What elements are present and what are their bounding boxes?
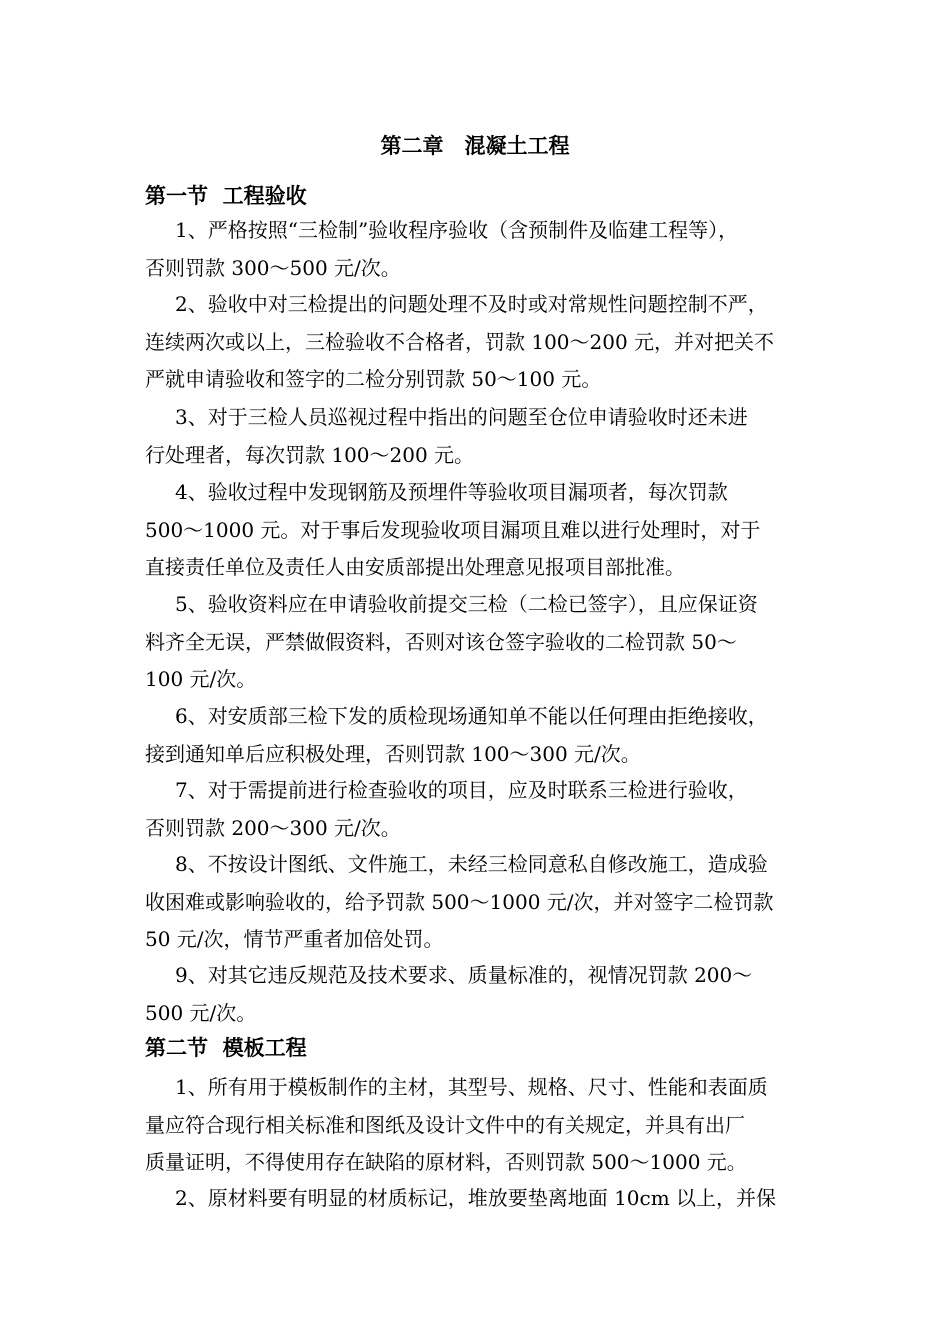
- paragraph-1-1: [145, 212, 815, 287]
- paragraph-line: 量应符合现行相关标准和图纸及设计文件中的有关规定，并具有出厂: [145, 1112, 745, 1137]
- paragraph-line: 2、原材料要有明显的材质标记，堆放要垫离地面 10cm 以上，并保: [175, 1186, 777, 1210]
- paragraph-line: 3、对于三检人员巡视过程中指出的问题至仓位申请验收时还未进: [175, 405, 748, 429]
- paragraph-1-2: [145, 286, 815, 399]
- paragraph-2-1: [145, 1069, 815, 1182]
- paragraph-line: 行处理者，每次罚款 100～200 元。: [145, 442, 475, 467]
- paragraph-line: 料齐全无误，严禁做假资料，否则对该仓签字验收的二检罚款 50～: [145, 629, 737, 654]
- paragraph-1-7: [145, 772, 815, 847]
- paragraph-1-9: [145, 957, 815, 1032]
- paragraph-line: 9、对其它违反规范及技术要求、质量标准的，视情况罚款 200～: [175, 963, 753, 987]
- paragraph-line: 连续两次或以上，三检验收不合格者，罚款 100～200 元，并对把关不: [145, 329, 775, 354]
- paragraph-line: 5、验收资料应在申请验收前提交三检（二检已签字），且应保证资: [175, 592, 758, 616]
- paragraph-line: 直接责任单位及责任人由安质部提出处理意见报项目部批准。: [145, 555, 685, 579]
- section-heading-1: 第一节 工程验收: [145, 183, 307, 208]
- paragraph-line: 4、验收过程中发现钢筋及预埋件等验收项目漏项者，每次罚款: [175, 480, 728, 504]
- paragraph-line: 50 元/次，情节严重者加倍处罚。: [145, 927, 444, 951]
- paragraph-line: 100 元/次。: [145, 667, 257, 691]
- paragraph-line: 接到通知单后应积极处理，否则罚款 100～300 元/次。: [145, 741, 641, 766]
- paragraph-line: 2、验收中对三检提出的问题处理不及时或对常规性问题控制不严，: [175, 292, 768, 316]
- section-heading-2: 第二节 模板工程: [145, 1035, 307, 1060]
- paragraph-1-8: [145, 846, 815, 959]
- paragraph-line: 1、严格按照“三检制”验收程序验收（含预制件及临建工程等），: [175, 218, 739, 242]
- paragraph-2-2: [145, 1180, 815, 1218]
- paragraph-1-5: [145, 586, 815, 699]
- paragraph-line: 6、对安质部三检下发的质检现场通知单不能以任何理由拒绝接收，: [175, 704, 768, 728]
- paragraph-line: 否则罚款 200～300 元/次。: [145, 815, 401, 840]
- chapter-title: 第二章 混凝土工程: [380, 133, 570, 158]
- paragraph-line: 8、不按设计图纸、文件施工，未经三检同意私自修改施工，造成验: [175, 852, 768, 876]
- paragraph-1-3: [145, 399, 815, 474]
- paragraph-line: 严就申请验收和签字的二检分别罚款 50～100 元。: [145, 367, 602, 391]
- paragraph-line: 500 元/次。: [145, 1000, 257, 1025]
- paragraph-line: 1、所有用于模板制作的主材，其型号、规格、尺寸、性能和表面质: [175, 1075, 768, 1099]
- paragraph-line: 质量证明，不得使用存在缺陷的原材料，否则罚款 500～1000 元。: [145, 1150, 747, 1174]
- paragraph-line: 500～1000 元。对于事后发现验收项目漏项且难以进行处理时，对于: [145, 517, 761, 542]
- paragraph-1-6: [145, 698, 815, 773]
- paragraph-line: 7、对于需提前进行检查验收的项目，应及时联系三检进行验收，: [175, 778, 748, 802]
- paragraph-line: 否则罚款 300～500 元/次。: [145, 255, 401, 280]
- paragraph-1-4: [145, 474, 815, 587]
- paragraph-line: 收困难或影响验收的，给予罚款 500～1000 元/次，并对签字二检罚款: [145, 889, 774, 914]
